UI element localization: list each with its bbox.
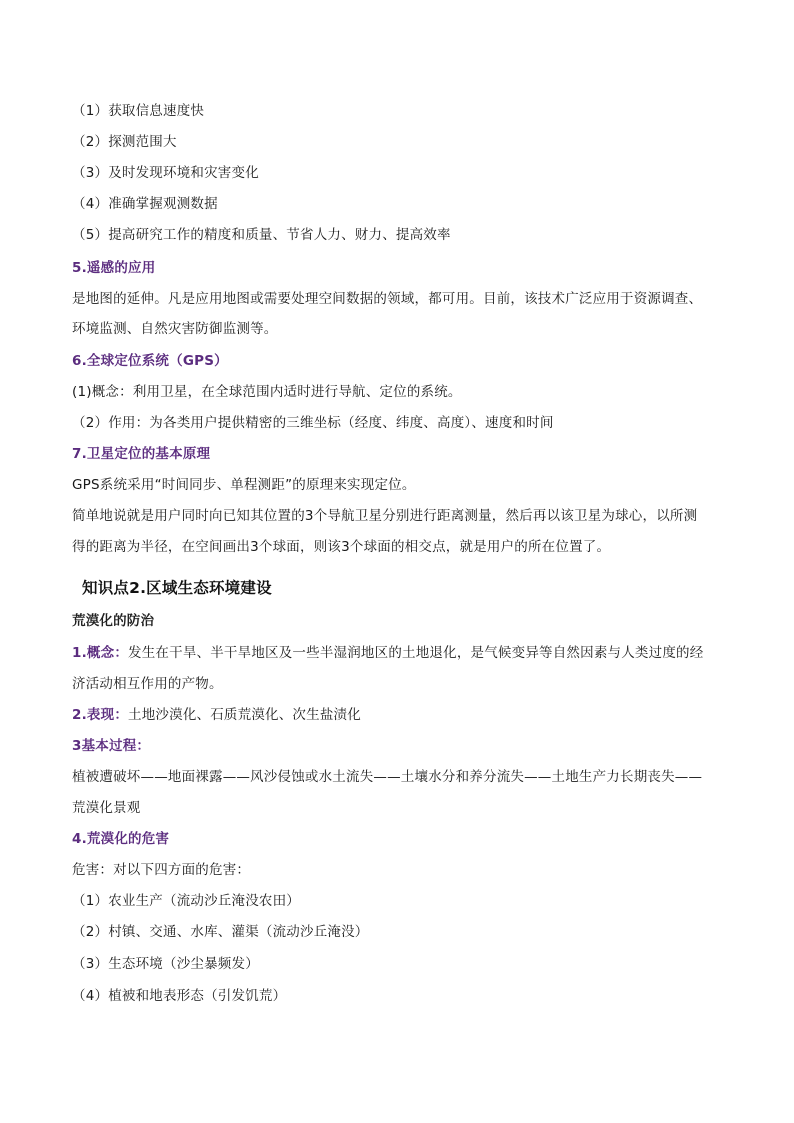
- paragraph-line: 植被遭破坏——地面裸露——风沙侵蚀或水土流失——土壤水分和养分流失——土地生产力长期丧失——: [72, 769, 703, 785]
- paragraph-line: GPS系统采用“时间同步、单程测距”的原理来实现定位。: [72, 477, 416, 493]
- paragraph-line: （2）作用：为各类用户提供精密的三维坐标（经度、纬度、高度）、速度和时间: [72, 415, 554, 431]
- manifest-line: [72, 705, 361, 725]
- section-heading: 7.卫星定位的基本原理: [72, 446, 211, 462]
- paragraph-line: (1)概念：利用卫星，在全球范围内适时进行导航、定位的系统。: [72, 384, 462, 400]
- list-item: （4）植被和地表形态（引发饥荒）: [72, 988, 287, 1004]
- subsection-title: 荒漠化的防治: [72, 613, 155, 629]
- list-item: （1）农业生产（流动沙丘淹没农田）: [72, 893, 300, 909]
- paragraph-line: 得的距离为半径，在空间画出3个球面，则该3个球面的相交点，就是用户的所在位置了。: [72, 539, 611, 555]
- list-item: （5）提高研究工作的精度和质量、节省人力、财力、提高效率: [72, 227, 451, 243]
- paragraph-line: 荒漠化景观: [72, 800, 141, 816]
- list-item: （4）准确掌握观测数据: [72, 196, 218, 212]
- list-item: （2）村镇、交通、水库、灌渠（流动沙丘淹没）: [72, 924, 369, 940]
- paragraph-line: 简单地说就是用户同时向已知其位置的3个导航卫星分别进行距离测量，然后再以该卫星为球心，以所测: [72, 508, 698, 524]
- paragraph-line: 环境监测、自然灾害防御监测等。: [72, 321, 278, 337]
- list-item: （3）生态环境（沙尘暴频发）: [72, 956, 259, 972]
- list-item: （3）及时发现环境和灾害变化: [72, 165, 259, 181]
- list-item: （1）获取信息速度快: [72, 103, 205, 119]
- paragraph-line: 是地图的延伸。凡是应用地图或需要处理空间数据的领域，都可用。目前，该技术广泛应用于资源调查、: [72, 291, 703, 307]
- manifest-text: 土地沙漠化、石质荒漠化、次生盐渍化: [128, 707, 361, 723]
- section-heading: 6.全球定位系统（GPS）: [72, 353, 228, 369]
- concept-text: 发生在干旱、半干旱地区及一些半湿润地区的土地退化，是气候变异等自然因素与人类过度的经: [128, 645, 704, 661]
- knowledge-point-title: 知识点2.区域生态环境建设: [82, 579, 272, 597]
- manifest-label: 2.表现：: [72, 707, 129, 723]
- concept-label: 1.概念：: [72, 645, 129, 661]
- concept-line: [72, 643, 703, 663]
- section-heading: 4.荒漠化的危害: [72, 831, 170, 847]
- paragraph-line: 危害：对以下四方面的危害：: [72, 862, 251, 878]
- section-heading: 5.遥感的应用: [72, 260, 156, 276]
- paragraph-line: 济活动相互作用的产物。: [72, 676, 223, 692]
- list-item: （2）探测范围大: [72, 134, 177, 150]
- process-label: 3基本过程：: [72, 738, 151, 754]
